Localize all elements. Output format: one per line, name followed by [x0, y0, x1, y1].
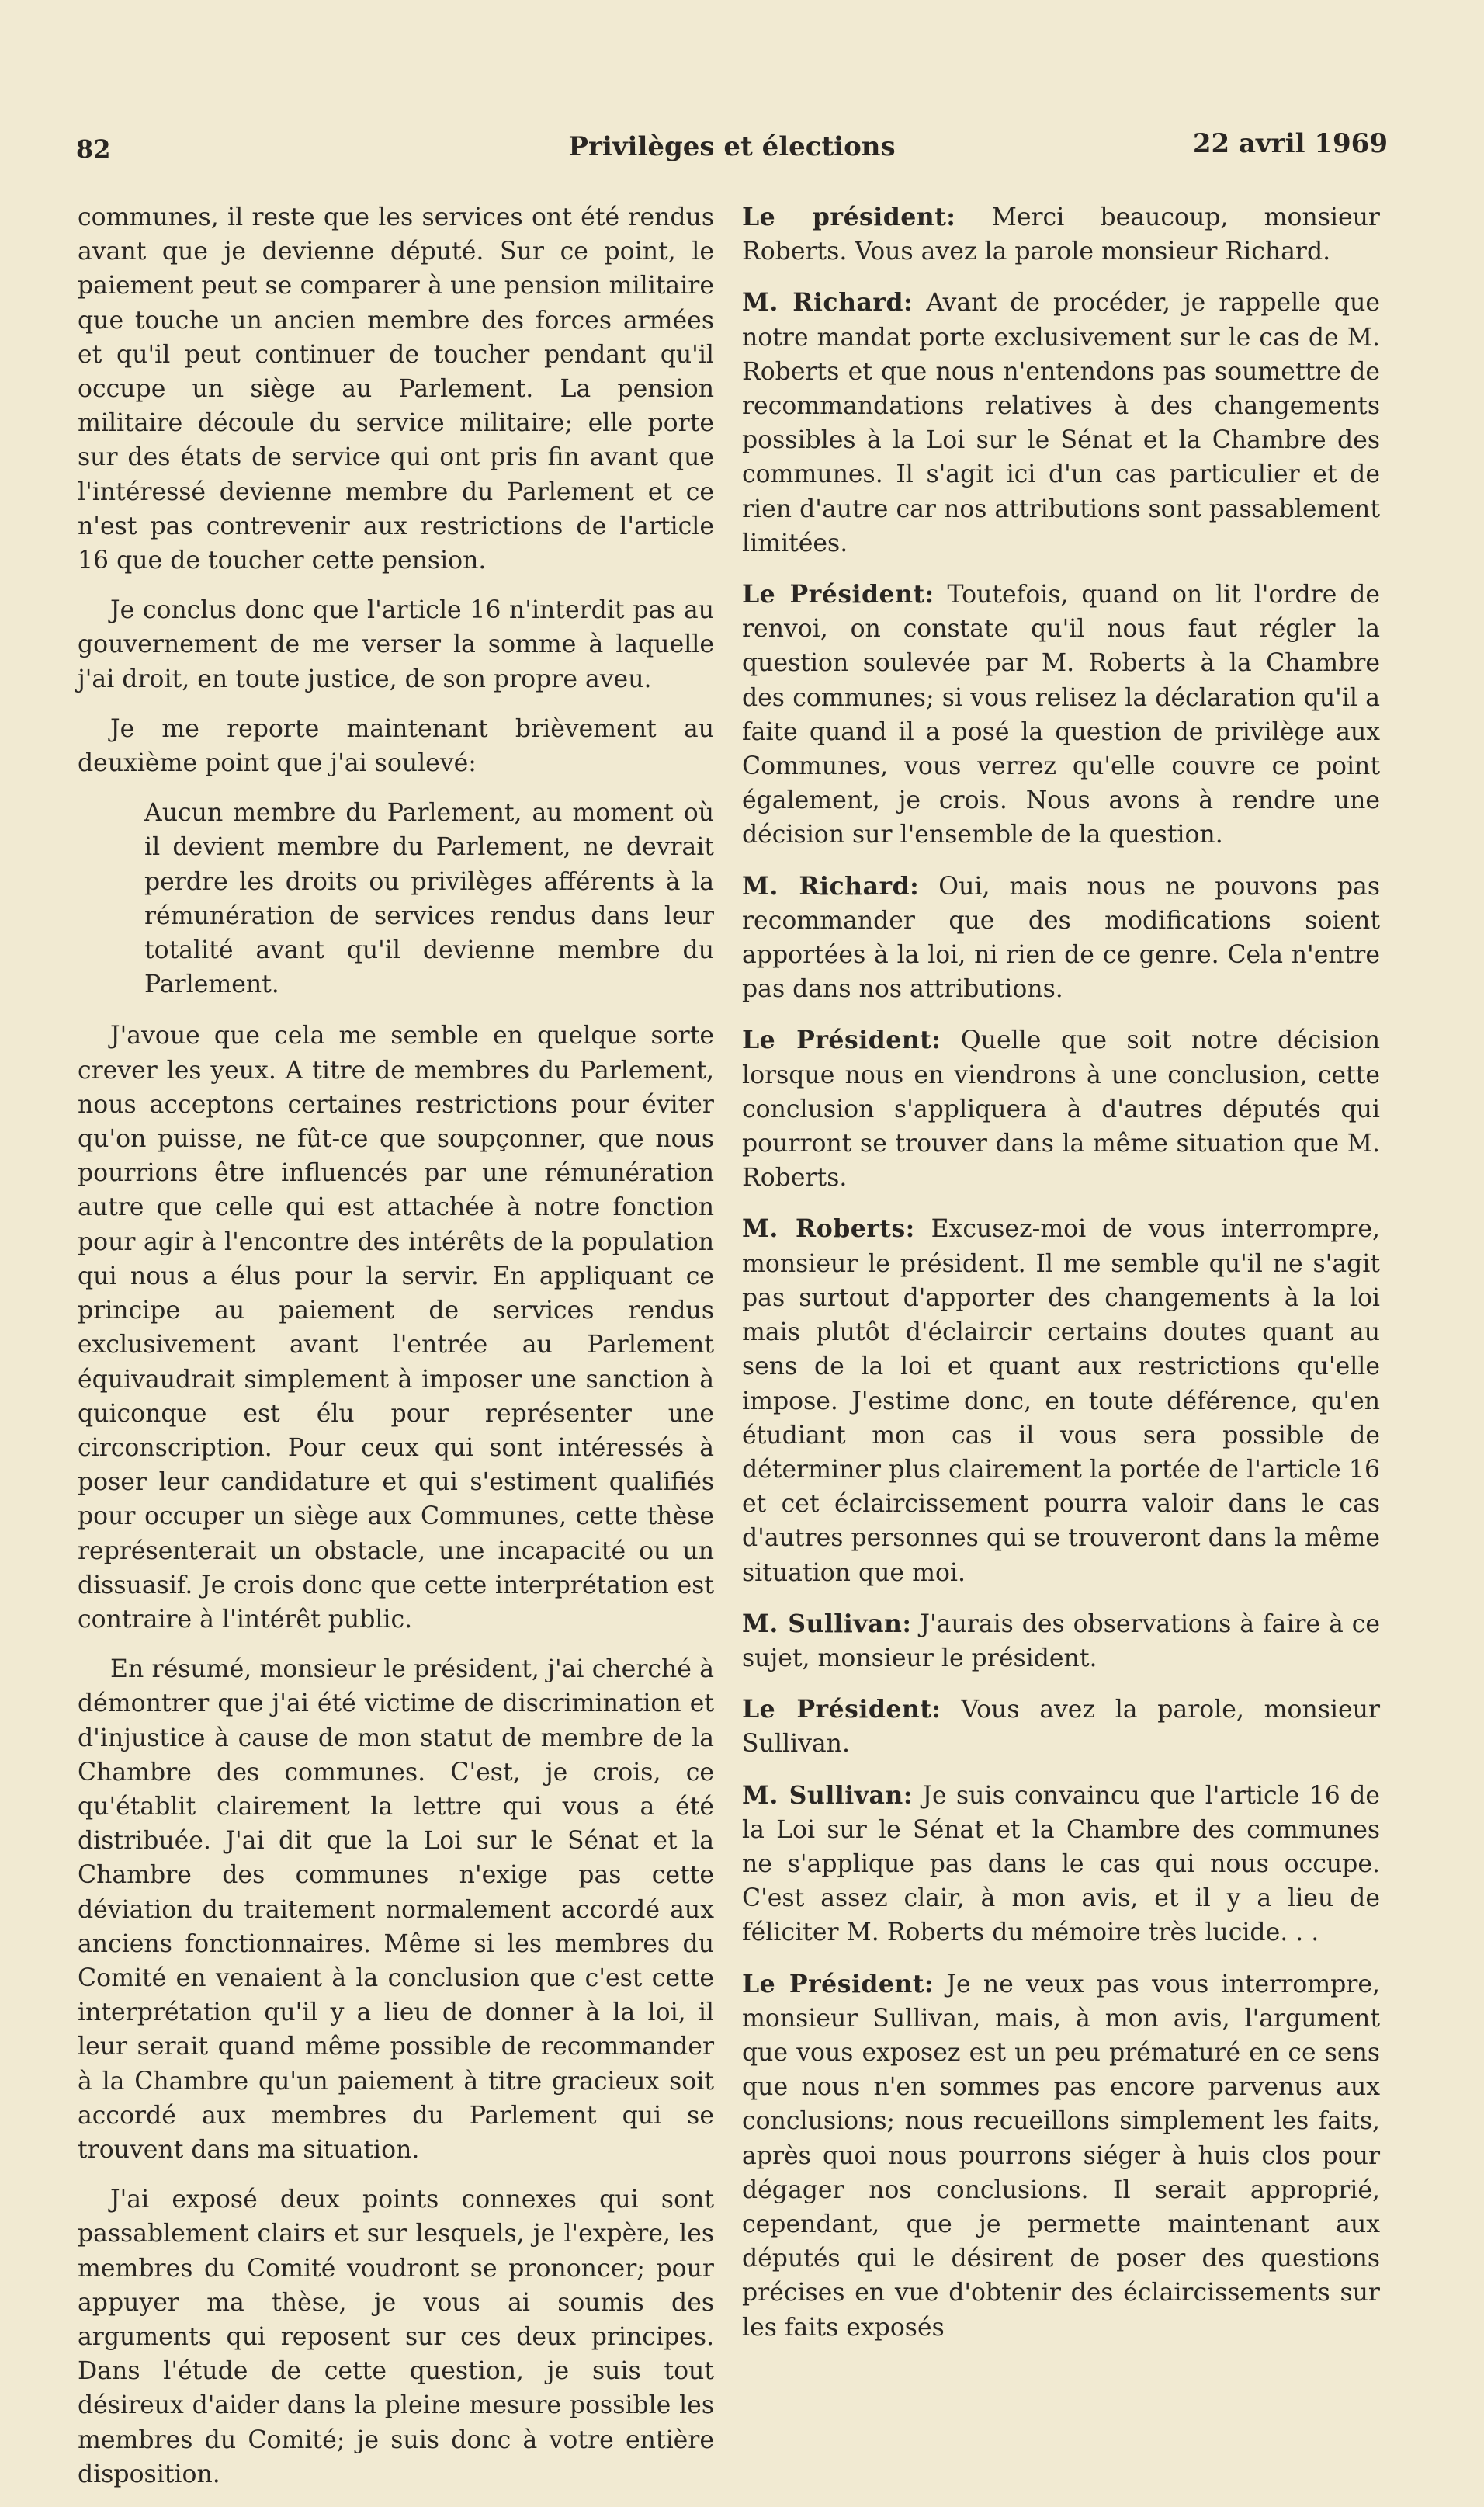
- speaker-name: M. Sullivan:: [742, 1780, 913, 1810]
- speech-paragraph: [742, 1779, 1380, 1950]
- speech-text: Avant de procéder, je rappelle que notre mandat porte exclusivement sur le cas de M. Roberts et que nous n'entendons pas soumettre de recommandations relatives à des changements possibles à la Loi sur le Sénat et la Chambre des communes. Il s'agit ici d'un cas particulier et de rien d'autre car nos attributions sont passablement limitées.: [742, 289, 1380, 557]
- speech-text: J'aurais des observations à faire à ce sujet, monsieur le président.: [742, 1609, 1380, 1672]
- speech-text: Quelle que soit notre décision lorsque nous en viendrons à une conclusion, cette conclusion s'appliquera à d'autres députés qui pourront se trouver dans la même situation que M. Roberts.: [742, 1026, 1380, 1193]
- speaker-name: Le président:: [742, 203, 956, 231]
- speaker-name: Le Président:: [742, 1695, 941, 1724]
- speaker-name: Le Président:: [742, 580, 934, 609]
- speech-text: Je suis convaincu que l'article 16 de la Loi sur le Sénat et la Chambre des communes ne s'applique pas dans le cas qui nous occupe. C'est assez clair, à mon avis, et il y a lieu de féliciter M. Roberts du mémoire très lucide. . .: [742, 1781, 1380, 1947]
- speech-text: Excusez-moi de vous interrompre, monsieur le président. Il me semble qu'il ne s'agit pas surtout d'apporter des changements à la loi mais plutôt d'éclaircir certains doutes quant au sens de la loi et quant aux restrictions qu'elle impose. J'estime donc, en toute déférence, qu'en étudiant mon cas il vous sera possible de déterminer plus clairement la portée de l'article 16 et cet éclaircissement pourra valoir dans le cas d'autres personnes qui se trouveront dans la même situation que moi.: [742, 1215, 1380, 1587]
- speech-text: Oui, mais nous ne pouvons pas recommander que des modifications soient apportées à la loi, ni rien de ce genre. Cela n'entre pas dans nos attributions.: [742, 872, 1381, 1004]
- speech-paragraph: [742, 578, 1380, 852]
- speaker-name: M. Richard:: [742, 871, 920, 901]
- speech-paragraph: [742, 1607, 1380, 1675]
- speaker-name: M. Roberts:: [742, 1214, 915, 1244]
- speaker-name: M. Sullivan:: [742, 1609, 912, 1638]
- paragraph: J'ai exposé deux points connexes qui sont passablement clairs et sur lesquels, je l'expère, les membres du Comité voudront se prononcer; pour appuyer ma thèse, je vous ai soumis des arguments qui reposent sur ces deux principes. Dans l'étude de cette question, je suis tout désireux d'aider dans la pleine mesure possible les membres du Comité; je suis donc à votre entière disposition.: [78, 2186, 714, 2488]
- speech-text: Je ne veux pas vous interrompre, monsieur Sullivan, mais, à mon avis, l'argument que vous exposez est un peu prématuré en ce sens que nous n'en sommes pas encore parvenus aux conclusions; nous recueillons simplement les faits, après quoi nous pourrons siéger à huis clos pour dégager nos conclusions. Il serait approprié, cependant, que je permette maintenant aux députés qui le désirent de poser des questions précises en vue d'obtenir des éclaircissements sur les faits exposés: [742, 1970, 1381, 2342]
- speech-paragraph: [742, 200, 1380, 269]
- speech-paragraph: [742, 870, 1380, 1007]
- paragraph: Je conclus donc que l'article 16 n'interdit pas au gouvernement de me verser la somme à laquelle j'ai droit, en toute justice, de son propre aveu.: [78, 596, 714, 693]
- page-header: [76, 128, 1388, 167]
- right-column: [742, 200, 1380, 2362]
- speech-paragraph: [742, 1967, 1380, 2345]
- paragraph: En résumé, monsieur le président, j'ai cherché à démontrer que j'ai été victime de discrimination et d'injustice à cause de mon statut de membre de la Chambre des communes. C'est, je crois, ce qu'établit clairement la lettre qui vous a été distribuée. J'ai dit que la Loi sur le Sénat et la Chambre des communes n'exige pas cette déviation du traitement normalement accordé aux anciens fonctionnaires. Même si les membres du Comité en venaient à la conclusion que c'est cette interprétation qu'il y a lieu de donner à la loi, il leur serait quand même possible de recommander à la Chambre qu'un paiement à titre gracieux soit accordé aux membres du Parlement qui se trouvent dans ma situation.: [78, 1655, 714, 2164]
- block-quote: Aucun membre du Parlement, au moment où il devient membre du Parlement, ne devrait perdre les droits ou privilèges afférents à la rémunération de services rendus dans leur totalité avant qu'il devienne membre du Parlement.: [144, 799, 714, 999]
- speaker-name: Le Président:: [742, 1026, 941, 1055]
- speaker-name: M. Richard:: [742, 288, 914, 318]
- speech-paragraph: [742, 286, 1380, 561]
- speech-paragraph: [742, 1212, 1380, 1589]
- paragraph: J'avoue que cela me semble en quelque sorte crever les yeux. A titre de membres du Parlement, nous acceptons certaines restrictions pour éviter qu'on puisse, ne fût-ce que soupçonner, que nous pourrions être influencés par une rémunération autre que celle qui est attachée à notre fonction pour agir à l'encontre des intérêts de la population qui nous a élus pour la servir. En appliquant ce principe au paiement de services rendus exclusivement avant l'entrée au Parlement équivaudrait simplement à imposer une sanction à quiconque est élu pour représenter une circonscription. Pour ceux qui sont intéressés à poser leur candidature et qui s'estiment qualifiés pour occuper un siège aux Communes, cette thèse représenterait un obstacle, une incapacité ou un dissuasif. Je crois donc que cette interprétation est contraire à l'intérêt public.: [78, 1022, 714, 1634]
- speaker-name: Le Président:: [742, 1969, 934, 1998]
- running-title: Privilèges et élections: [568, 131, 896, 162]
- speech-paragraph: [742, 1693, 1380, 1761]
- speech-paragraph: [742, 1023, 1380, 1195]
- paragraph: communes, il reste que les services ont été rendus avant que je devienne député. Sur ce point, le paiement peut se comparer à une pension militaire que touche un ancien membre des forces armées et qu'il peut continuer de toucher pendant qu'il occupe un siège au Parlement. La pension militaire découle du service militaire; elle porte sur des états de service qui ont pris fin avant que l'intéressé devienne membre du Parlement et ce n'est pas contrevenir aux restrictions de l'article 16 que de toucher cette pension.: [78, 203, 714, 575]
- paragraph: Je me reporte maintenant brièvement au deuxième point que j'ai soulevé:: [78, 714, 714, 778]
- page-date: 22 avril 1969: [1192, 128, 1388, 159]
- speech-text: Toutefois, quand on lit l'ordre de renvoi, on constate qu'il nous faut régler la question soulevée par M. Roberts à la Chambre des communes; si vous relisez la déclaration qu'il a faite quand il a posé la question de privilège aux Communes, vous verrez qu'elle couvre ce point également, je crois. Nous avons à rendre une décision sur l'ensemble de la question.: [742, 581, 1381, 849]
- page-number: 82: [76, 134, 111, 164]
- speech-text: Merci beaucoup, monsieur Roberts. Vous avez la parole monsieur Richard.: [742, 203, 1380, 266]
- speech-text: Vous avez la parole, monsieur Sullivan.: [742, 1696, 1380, 1759]
- left-column: [78, 200, 714, 2507]
